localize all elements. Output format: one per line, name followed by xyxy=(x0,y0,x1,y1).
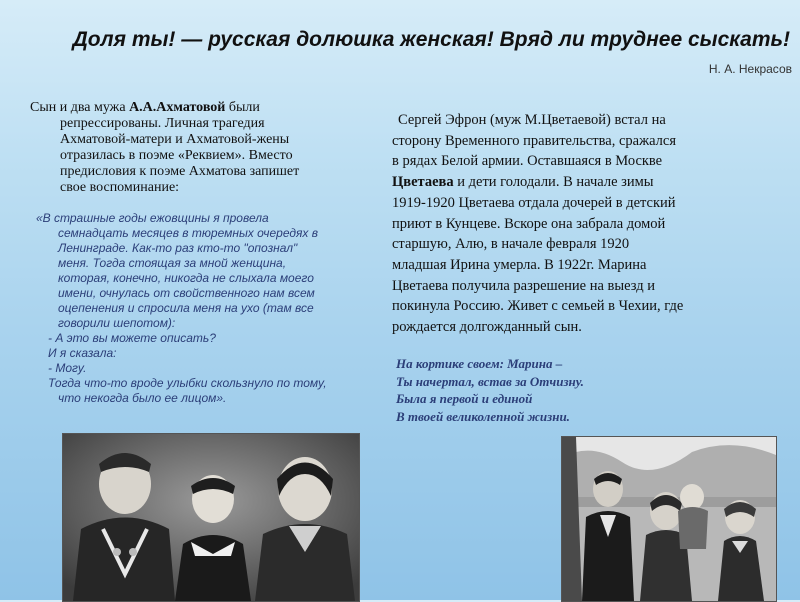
requiem-quote xyxy=(36,211,366,406)
intro-line: свое воспоминание: xyxy=(60,180,180,195)
text-line: сторону Временного правительства, сражался xyxy=(392,132,676,149)
quote-line: имени, очнулась от свойственного нам всем xyxy=(58,286,315,300)
tsvetaeva-poem xyxy=(396,355,726,425)
intro-line: отразилась в поэме «Реквием». Вместо xyxy=(60,148,293,163)
text-line: 1919-1920 Цветаева отдала дочерей в детский xyxy=(392,194,676,211)
quote-line: «В страшные годы ежовщины я провела xyxy=(36,211,269,225)
text-line: покинула Россию. Живет с семьей в Чехии, где xyxy=(392,298,684,315)
intro-line: Сын и два мужа А.А.Ахматовой были xyxy=(30,100,260,115)
quote-line: оцепенения и спросила меня на ухо (там все xyxy=(58,301,314,315)
poem-line: В твоей великолепной жизни. xyxy=(396,408,570,424)
text-line: Цветаева и дети голодали. В начале зимы xyxy=(392,174,654,191)
text-line: в рядах Белой армии. Оставшаяся в Москве xyxy=(392,153,663,170)
poem-line: На кортике своем: Марина – xyxy=(396,356,563,371)
quote-line: говорили шепотом): xyxy=(58,316,176,330)
intro-line: предисловия к поэме Ахматова запишет xyxy=(60,164,300,179)
tsvetaeva-family-photo xyxy=(561,436,777,602)
akhmatova-intro xyxy=(30,100,375,196)
text-line: Цветаева получила разрешение на выезд и xyxy=(392,277,655,294)
quote-line: которая, конечно, никогда не слыхала моего xyxy=(58,271,314,285)
closing-line: Тогда что-то вроде улыбки скользнуло по тому, xyxy=(48,376,327,390)
text-line: старшую, Алю, в начале февраля 1920 xyxy=(392,236,630,253)
dialogue-line: И я сказала: xyxy=(48,346,117,360)
text-line: Сергей Эфрон (муж М.Цветаевой) встал на xyxy=(398,112,666,128)
dialogue-line: - Могу. xyxy=(48,361,87,375)
poem-line: Была я первой и единой xyxy=(396,391,533,406)
family-photo-icon xyxy=(562,437,776,601)
quote-line: семнадцать месяцев в тюремных очередях в xyxy=(58,226,318,240)
tsvetaeva-text xyxy=(392,110,777,338)
closing-line: что некогда было ее лицом». xyxy=(58,391,227,405)
quote-line: Ленинграде. Как-то раз кто-то "опознал" xyxy=(58,241,298,255)
akhmatova-family-photo xyxy=(62,433,360,602)
quote-line: меня. Тогда стоящая за мной женщина, xyxy=(58,256,287,270)
intro-line: репрессированы. Личная трагедия xyxy=(60,116,265,131)
text-line: младшая Ирина умерла. В 1922г. Марина xyxy=(392,256,647,273)
text-line: рождается долгожданный сын. xyxy=(392,319,582,336)
family-photo-icon xyxy=(63,434,359,601)
epigraph-title: Доля ты! — русская долюшка женская! Вряд ли труднее сыскать! xyxy=(72,28,790,51)
intro-line: Ахматовой-матери и Ахматовой-жены xyxy=(60,132,290,147)
poem-line: Ты начертал, встав за Отчизну. xyxy=(396,373,584,389)
text-line: приют в Кунцеве. Вскоре она забрала домой xyxy=(392,215,666,232)
dialogue-line: - А это вы можете описать? xyxy=(48,331,216,345)
epigraph-author: Н. А. Некрасов xyxy=(708,62,792,76)
